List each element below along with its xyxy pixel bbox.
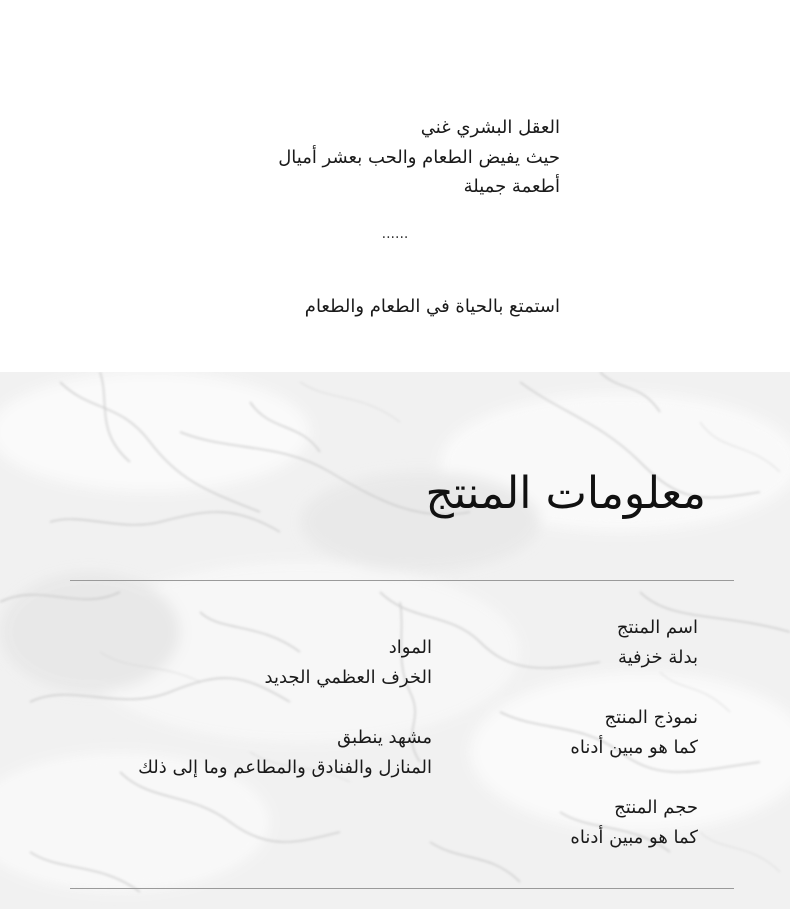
info-value: كما هو مبين أدناه	[570, 827, 698, 848]
info-label: مشهد ينطبق	[337, 727, 432, 748]
info-value: المنازل والفنادق والمطاعم وما إلى ذلك	[138, 757, 432, 778]
info-column-right	[570, 613, 698, 883]
poem-lines	[278, 113, 560, 202]
info-value: بدلة خزفية	[617, 647, 698, 668]
poem-section	[0, 0, 790, 372]
bottom-divider	[70, 888, 734, 889]
info-label: المواد	[388, 637, 432, 658]
poem-line: أطعمة جميلة	[463, 176, 560, 197]
info-value: الخرف العظمي الجديد	[264, 667, 432, 688]
product-info-title: معلومات المنتج	[425, 468, 706, 519]
poem-closing: استمتع بالحياة في الطعام والطعام	[304, 296, 560, 317]
info-item-product-size	[570, 793, 698, 853]
poem-line: العقل البشري غني	[420, 117, 560, 138]
info-label: نموذج المنتج	[604, 707, 698, 728]
info-value: كما هو مبين أدناه	[570, 737, 698, 758]
info-item-applicable-scene	[138, 723, 432, 783]
info-item-product-name	[570, 613, 698, 673]
top-divider	[70, 580, 734, 581]
info-column-left	[138, 633, 432, 813]
info-item-material	[138, 633, 432, 693]
info-label: حجم المنتج	[614, 797, 698, 818]
poem-line: حيث يفيض الطعام والحب بعشر أميال	[278, 146, 560, 168]
info-label: اسم المنتج	[616, 617, 698, 638]
info-item-product-model	[570, 703, 698, 763]
poem-dots: ......	[381, 226, 409, 242]
